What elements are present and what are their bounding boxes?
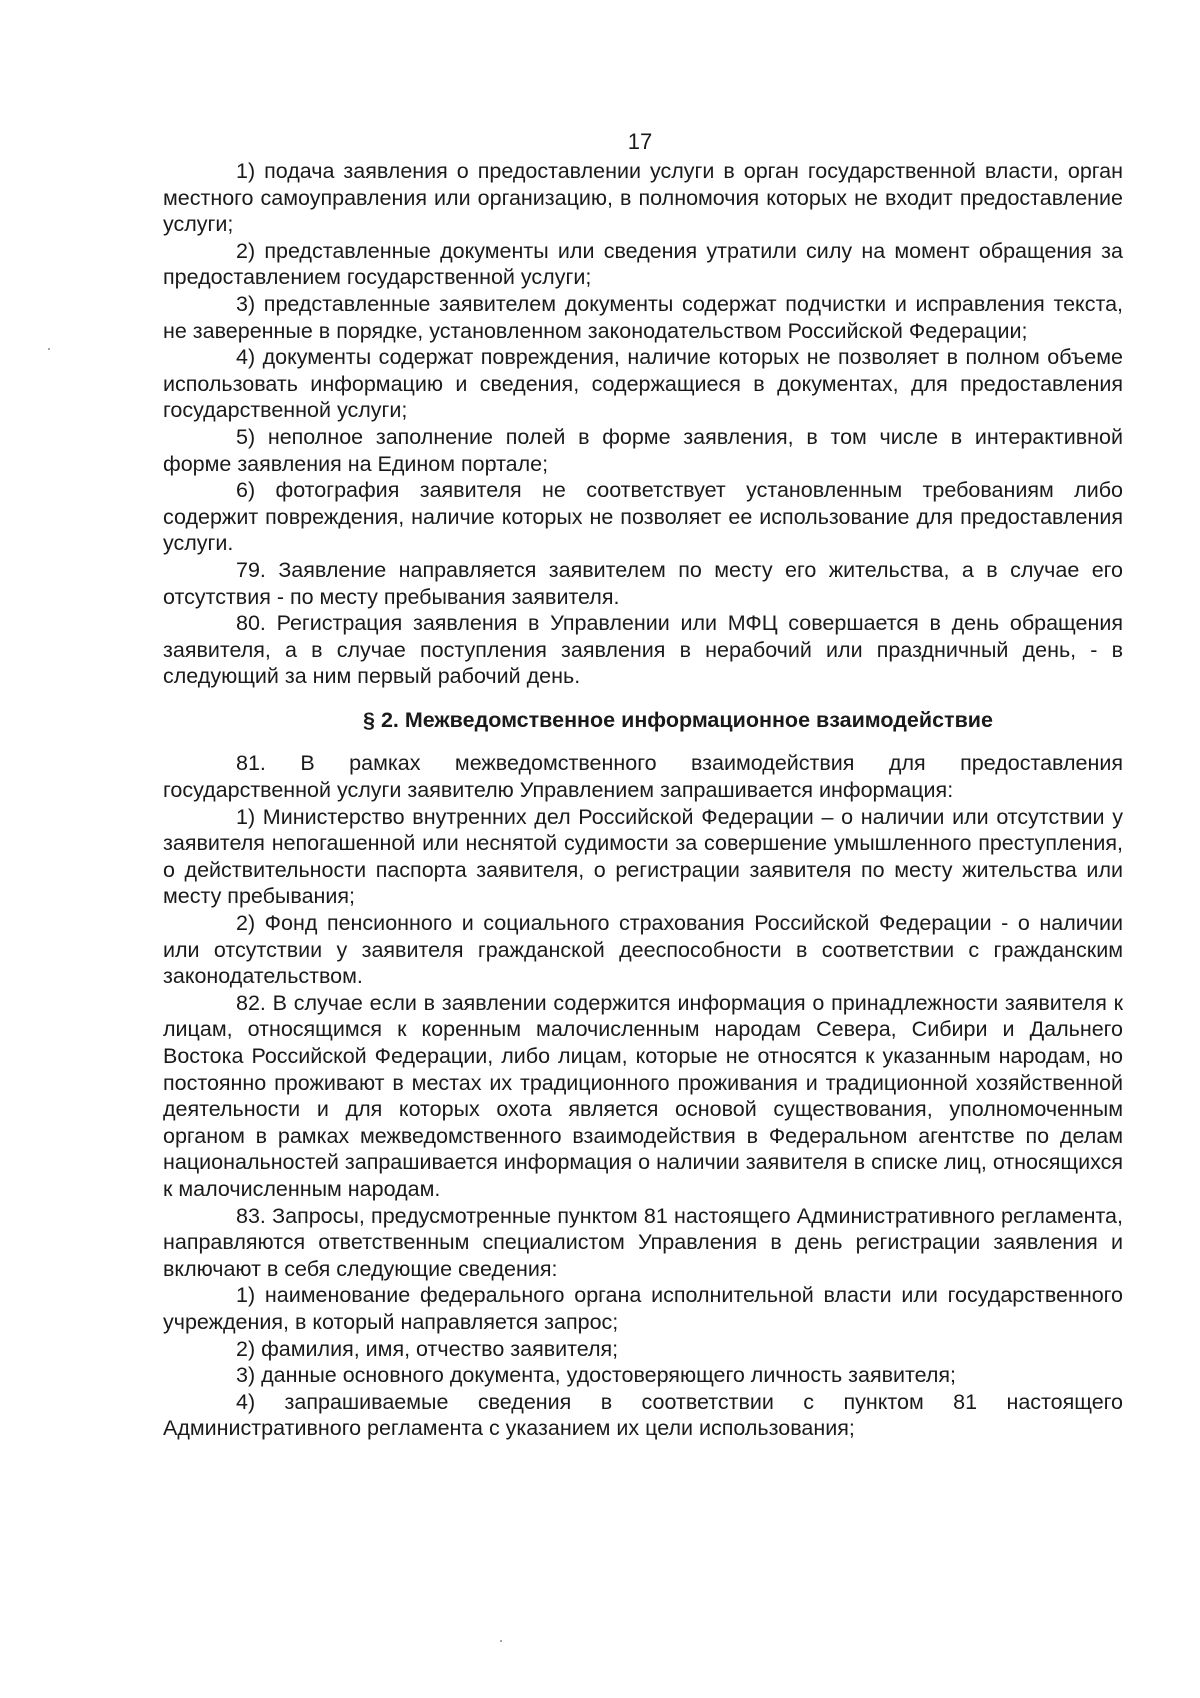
- list-item-6: 6) фотография заявителя не соответствует установленным требованиям либо содержит повреждения, наличие которых не позволяет ее использование для предоставления услуги.: [163, 478, 1123, 556]
- clause-82: 82. В случае если в заявлении содержится информация о принадлежности заявителя к лицам, относящимся к коренным малочисленным народам Севера, Сибири и Дальнего Востока Российской Федерации, либо лицам, которые не относятся к указанным народам, но постоянно проживают в местах их традиционного проживания и традиционной хозяйственной деятельности и для которых охота является основой существования, уполномоченным органом в рамках межведомственного взаимодействия в Федеральном агентстве по делам национальностей запрашивается информация о наличии заявителя в списке лиц, относящихся к малочисленным народам.: [163, 990, 1123, 1201]
- list-item-3: 3) представленные заявителем документы содержат подчистки и исправления текста, не заверенные в порядке, установленном законодательством Российской Федерации;: [163, 291, 1123, 343]
- clause-83: 83. Запросы, предусмотренные пунктом 81 настоящего Административного регламента, направляются ответственным специалистом Управления в день регистрации заявления и включают в себя следующие сведения:: [163, 1203, 1123, 1281]
- clause-80: 80. Регистрация заявления в Управлении или МФЦ совершается в день обращения заявителя, а в случае поступления заявления в нерабочий или праздничный день, - в следующий за ним первый рабочий день.: [163, 611, 1123, 689]
- section-heading: § 2. Межведомственное информационное взаимодействие: [363, 707, 993, 732]
- list-item-4: 4) документы содержат повреждения, наличие которых не позволяет в полном объеме использовать информацию и сведения, содержащиеся в документах, для предоставления государственной услуги;: [163, 345, 1123, 423]
- clause-83-item-2: 2) фамилия, имя, отчество заявителя;: [236, 1336, 619, 1361]
- list-item-1: 1) подача заявления о предоставлении услуги в орган государственной власти, орган местного самоуправления или организацию, в полномочия которых не входит предоставление услуги;: [163, 159, 1123, 237]
- clause-81-item-1: 1) Министерство внутренних дел Российской Федерации – о наличии или отсутствии у заявителя непогашенной или неснятой судимости за совершение умышленного преступления, о действительности паспорта заявителя, о регистрации заявителя по месту жительства или месту пребывания;: [163, 804, 1123, 909]
- clause-83-item-1: 1) наименование федерального органа исполнительной власти или государственного учреждения, в который направляется запрос;: [163, 1283, 1123, 1334]
- page-number: 17: [627, 129, 653, 154]
- clause-79: 79. Заявление направляется заявителем по месту его жительства, а в случае его отсутствия - по месту пребывания заявителя.: [163, 557, 1123, 609]
- clause-83-item-3: 3) данные основного документа, удостоверяющего личность заявителя;: [236, 1363, 957, 1388]
- scan-speck: [500, 1640, 502, 1642]
- clause-83-item-4: 4) запрашиваемые сведения в соответствии с пунктом 81 настоящего Административного регламента с указанием их цели использования;: [163, 1389, 1123, 1441]
- clause-81-item-2: 2) Фонд пенсионного и социального страхования Российской Федерации - о наличии или отсутствии у заявителя гражданской дееспособности в соответствии с гражданским законодательством.: [163, 911, 1123, 989]
- list-item-5: 5) неполное заполнение полей в форме заявления, в том числе в интерактивной форме заявления на Едином портале;: [163, 424, 1123, 476]
- scan-speck: [48, 348, 50, 350]
- document-body: [163, 158, 1123, 1442]
- clause-81: 81. В рамках межведомственного взаимодействия для предоставления государственной услуги заявителю Управлением запрашивается информация:: [163, 751, 1123, 803]
- list-item-2: 2) представленные документы или сведения утратили силу на момент обращения за предоставлением государственной услуги;: [163, 238, 1123, 290]
